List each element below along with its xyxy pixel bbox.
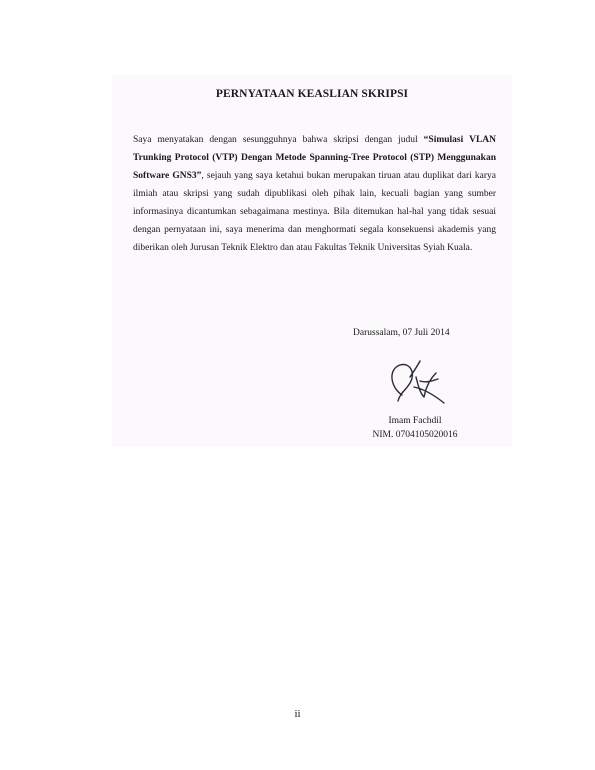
page-number: ii	[294, 708, 301, 720]
handwritten-signature	[380, 357, 450, 409]
thesis-title: “Simulasi VLAN Trunking Protocol (VTP) Dengan Metode Spanning-Tree Protocol (STP) Menggunakan Software GNS3”	[133, 135, 497, 181]
statement-body: , sejauh yang saya ketahui bukan merupakan tiruan atau duplikat dari karya ilmiah atau skripsi yang sudah dipublikasi oleh pihak lain, kecuali bagian yang sumber informasinya dicantumkan sebagaimana mestinya. Bila ditemukan hal-hal yang tidak sesuai dengan pernyataan ini, saya menerima dan menghormati segala konsekuensi akademis yang diberikan oleh Jurusan Teknik Elektro dan atau Fakultas Teknik Universitas Syiah Kuala.	[133, 171, 496, 253]
statement-intro: Saya menyatakan dengan sesungguhnya bahwa skripsi dengan judul	[133, 135, 424, 145]
statement-paragraph	[133, 131, 496, 257]
scanned-statement-page	[112, 75, 512, 447]
page-title: PERNYATAAN KEASLIAN SKRIPSI	[215, 88, 409, 100]
signatory-nim: NIM. 0704105020016	[372, 430, 458, 440]
place-date: Darussalam, 07 Juli 2014	[353, 328, 450, 338]
signatory-name: Imam Fachdil	[388, 416, 442, 426]
